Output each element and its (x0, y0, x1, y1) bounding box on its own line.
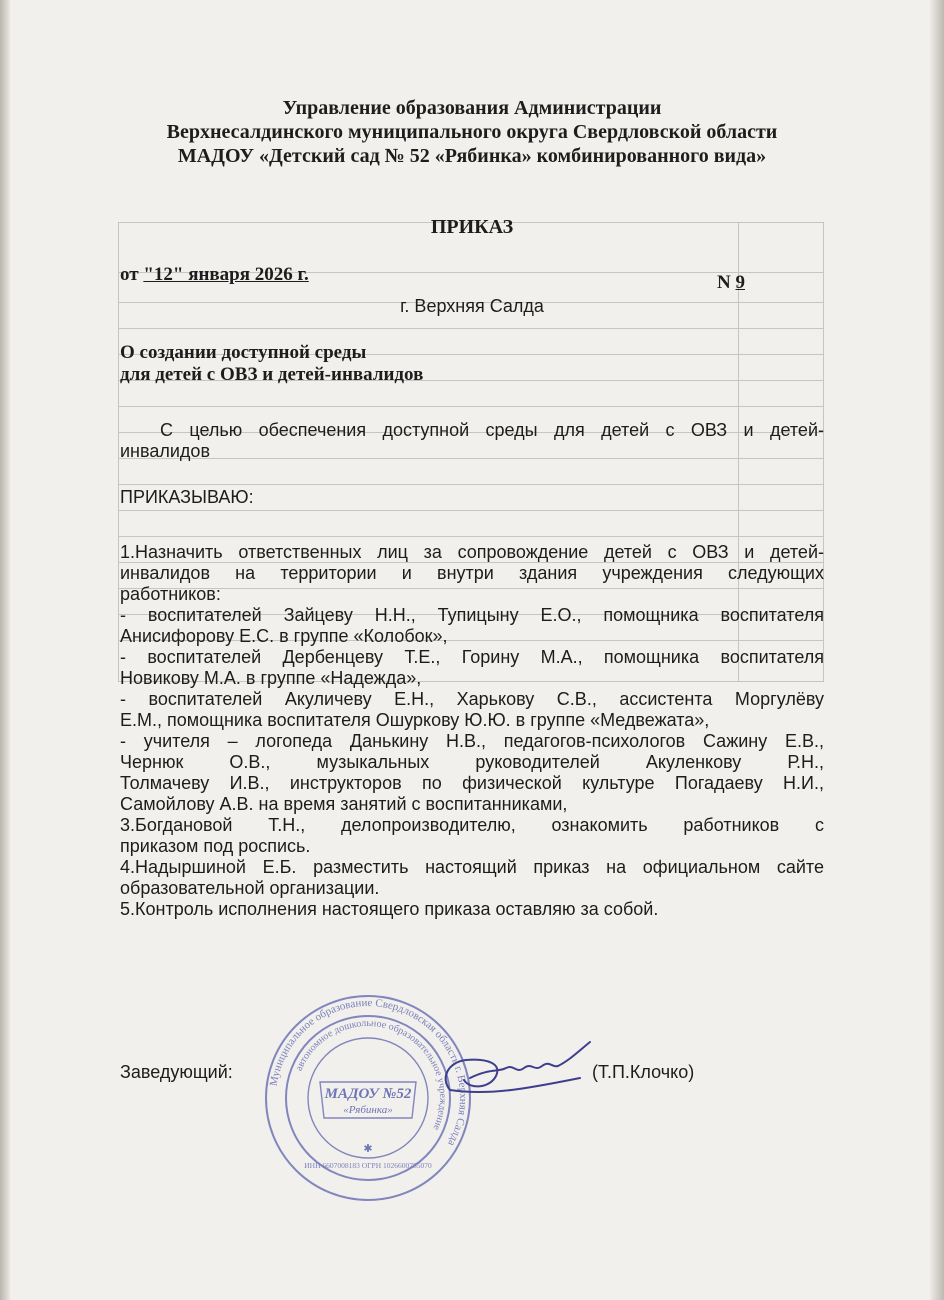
item3-line-1: 3.Богдановой Т.Н., делопроизводителю, ознакомить работников с (120, 815, 824, 835)
item1-line-2: инвалидов на территории и внутри здания учреждения следующих (120, 563, 824, 583)
item1d-line-4: Самойлову А.В. на время занятий с воспитанниками, (120, 794, 568, 814)
stamp-center-line-1: МАДОУ №52 (324, 1086, 412, 1102)
item5-line: 5.Контроль исполнения настоящего приказа оставляю за собой. (120, 899, 659, 919)
item1b-line-1: - воспитателей Дербенцеву Т.Е., Горину М.А., помощника воспитателя (120, 647, 824, 667)
item1a-line-1: - воспитателей Зайцеву Н.Н., Тупицыну Е.О., помощника воспитателя (120, 605, 824, 625)
purpose-line-2: инвалидов (120, 441, 210, 461)
item1d-line-3: Толмачеву И.В., инструкторов по физической культуре Погадаеву Н.И., (120, 773, 824, 793)
purpose-paragraph (120, 420, 824, 462)
order-date-value: "12" января 2026 г. (143, 264, 309, 285)
item1-line-1: 1.Назначить ответственных лиц за сопровождение детей с ОВЗ и детей- (120, 542, 824, 562)
item1c-line-1: - воспитателей Акуличеву Е.Н., Харькову С.В., ассистента Моргулёву (120, 689, 824, 709)
signer-name: (Т.П.Клочко) (592, 1062, 695, 1082)
organization-line-2: Верхнесалдинского муниципального округа Свердловской области (166, 121, 778, 143)
item1a-line-2: Анисифорову Е.С. в группе «Колобок», (120, 626, 448, 646)
organization-line-1: Управление образования Администрации (282, 97, 662, 119)
item4-line-1: 4.Надыршиной Е.Б. разместить настоящий приказ на официальном сайте (120, 857, 824, 877)
order-subject-line-2: для детей с ОВЗ и детей-инвалидов (120, 364, 424, 385)
item1-line-3: работников: (120, 584, 221, 604)
signer-title: Заведующий: (120, 1062, 233, 1082)
order-word: ПРИКАЗЫВАЮ: (120, 487, 254, 507)
document-title: ПРИКАЗ (430, 216, 514, 238)
purpose-line-1: С целью обеспечения доступной среды для детей с ОВЗ и детей- (160, 420, 824, 440)
organization-line-3: МАДОУ «Детский сад № 52 «Рябинка» комбинированного вида» (177, 145, 767, 167)
order-number-value: 9 (735, 272, 745, 293)
order-items (120, 542, 824, 920)
stamp-star-icon: ✱ (363, 1143, 373, 1155)
stamp-inner-ring-text: автономное дошкольное образовательное учреждение (293, 1017, 449, 1132)
order-city: г. Верхняя Салда (400, 296, 544, 316)
stamp-bottom-text: ИНН 6607008183 ОГРН 1026600785070 (304, 1161, 432, 1170)
handwritten-signature (430, 1038, 600, 1108)
order-date (120, 264, 309, 286)
item1b-line-2: Новикову М.А. в группе «Надежда», (120, 668, 422, 688)
item1c-line-2: Е.М., помощника воспитателя Ошуркову Ю.Ю. в группе «Медвежата», (120, 710, 710, 730)
scan-edge-right (930, 0, 944, 1300)
order-number (717, 272, 745, 294)
item1d-line-2: Чернюк О.В., музыкальных руководителей Акуленкову Р.Н., (120, 752, 824, 772)
stamp-center-line-2: «Рябинка» (343, 1104, 393, 1116)
order-date-prefix: от (120, 264, 144, 285)
scan-edge-left (0, 0, 10, 1300)
item4-line-2: образовательной организации. (120, 878, 380, 898)
order-number-prefix: N (717, 272, 736, 293)
item3-line-2: приказом под роспись. (120, 836, 311, 856)
stamp-outer-ring-text: Муниципальное образование Свердловская область г. Верхняя Салда (267, 996, 470, 1149)
order-subject-line-1: О создании доступной среды (120, 342, 367, 363)
item1d-line-1: - учителя – логопеда Данькину Н.В., педагогов-психологов Сажину Е.В., (120, 731, 824, 751)
